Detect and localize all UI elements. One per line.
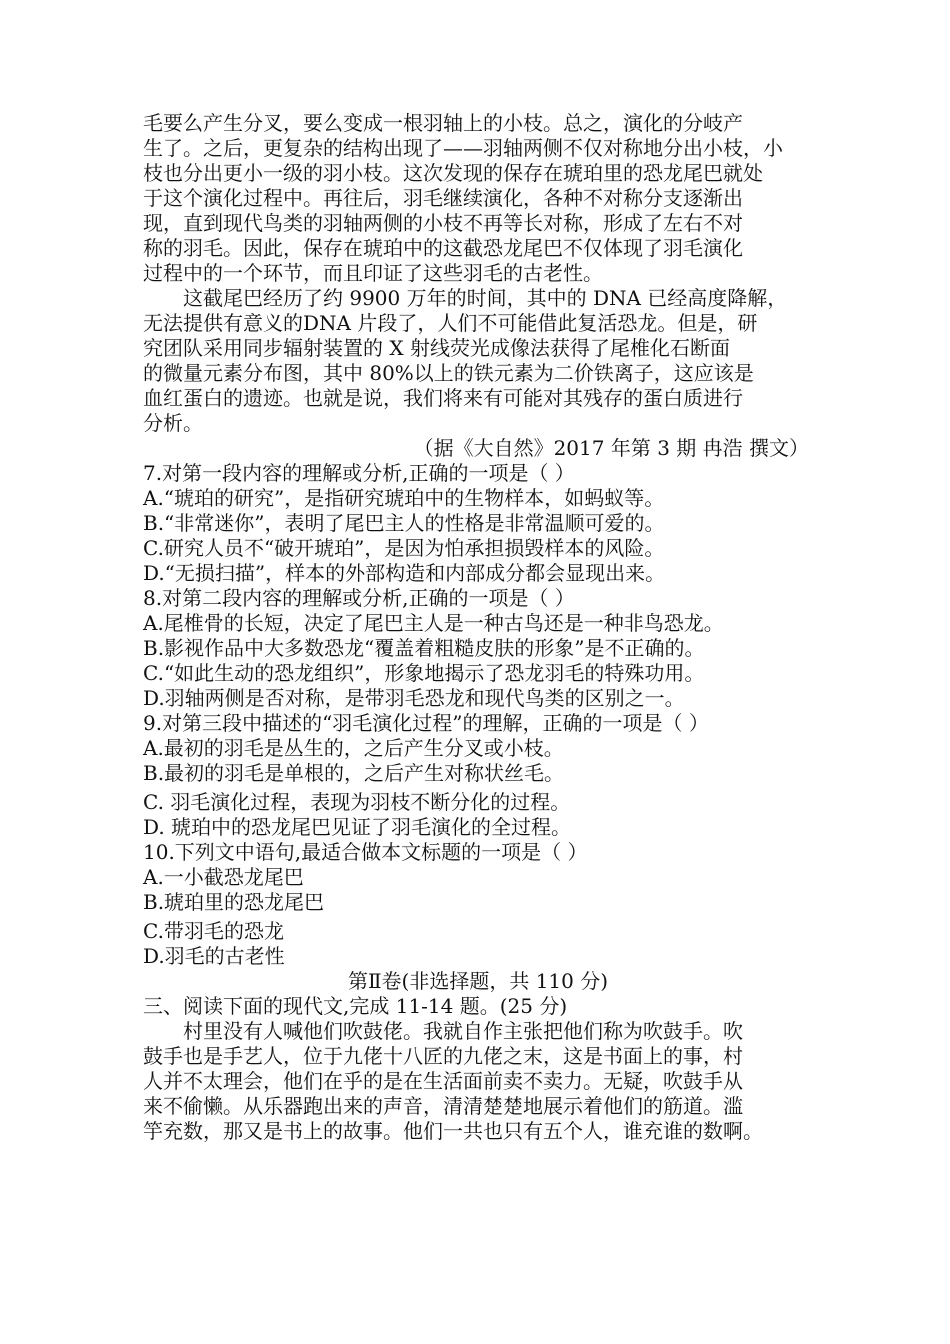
question-10 [143,840,813,969]
text-line: 来不偷懒。从乐器跑出来的声音，清清楚楚地展示着他们的筋道。滥 [143,1094,743,1118]
question-8 [143,586,813,711]
option-d: D.“无损扫描”，样本的外部构造和内部成分都会显现出来。 [143,561,666,585]
text-line: 竽充数，那又是书上的故事。他们一共也只有五个人，谁充谁的数啊。 [143,1119,763,1143]
option-b: B.最初的羽毛是单根的，之后产生对称状丝毛。 [143,761,565,785]
option-a: A.最初的羽毛是丛生的，之后产生分叉或小枝。 [143,736,564,760]
source-citation: （据《大自然》2017 年第 3 期 冉浩 撰文） [413,436,809,460]
text-line: 称的羽毛。因此，保存在琥珀中的这截恐龙尾巴不仅体现了羽毛演化 [143,236,743,260]
option-d: D. 琥珀中的恐龙尾巴见证了羽毛演化的全过程。 [143,815,572,839]
option-a: A.“琥珀的研究”，是指研究琥珀中的生物样本，如蚂蚁等。 [143,486,665,510]
option-a: A.一小截恐龙尾巴 [143,865,304,889]
text-line: 分析。 [143,411,203,435]
option-c: C. 羽毛演化过程，表现为羽枝不断分化的过程。 [143,790,571,814]
option-c: C.带羽毛的恐龙 [143,919,284,943]
option-d: D.羽毛的古老性 [143,944,285,968]
question-stem: 7.对第一段内容的理解或分析,正确的一项是（ ） [143,461,575,485]
text-line: 的微量元素分布图，其中 80%以上的铁元素为二价铁离子，这应该是 [143,361,754,385]
text-line: 究团队采用同步辐射装置的 X 射线荧光成像法获得了尾椎化石断面 [143,336,730,360]
text-line: 鼓手也是手艺人，位于九佬十八匠的九佬之末，这是书面上的事，村 [143,1044,743,1068]
text-line: 人并不太理会，他们在乎的是在生活面前卖不卖力。无疑，吹鼓手从 [143,1069,743,1093]
document-page [143,111,813,1144]
option-b: B.影视作品中大多数恐龙“覆盖着粗糙皮肤的形象”是不正确的。 [143,636,705,660]
text-line: 枝也分出更小一级的羽小枝。这次发现的保存在琥珀里的恐龙尾巴就处 [143,161,763,185]
option-b: B.“非常迷你”，表明了尾巴主人的性格是非常温顺可爱的。 [143,511,665,535]
text-line: 这截尾巴经历了约 9900 万年的时间，其中的 DNA 已经高度降解， [183,286,788,310]
question-9 [143,711,813,840]
option-d: D.羽轴两侧是否对称，是带羽毛恐龙和现代鸟类的区别之一。 [143,686,685,710]
text-line: 无法提供有意义的DNA 片段了，人们不可能借此复活恐龙。但是，研 [143,311,758,335]
text-line: 于这个演化过程中。再往后，羽毛继续演化，各种不对称分支逐渐出 [143,186,743,210]
question-stem: 9.对第三段中描述的“羽毛演化过程”的理解，正确的一项是（ ） [143,711,709,735]
text-line: 血红蛋白的遗迹。也就是说，我们将来有可能对其残存的蛋白质进行 [143,386,743,410]
option-c: C.“如此生动的恐龙组织”，形象地揭示了恐龙羽毛的特殊功用。 [143,661,705,685]
section-title: 第Ⅱ卷(非选择题，共 110 分) [347,969,609,993]
passage-paragraph-1 [143,111,813,286]
passage-paragraph-3 [143,1019,813,1144]
text-line: 生了。之后，更复杂的结构出现了——羽轴两侧不仅对称地分出小枝，小 [143,136,783,160]
text-line: 毛要么产生分叉，要么变成一根羽轴上的小枝。总之，演化的分岐产 [143,111,743,135]
part-heading: 三、阅读下面的现代文,完成 11-14 题。(25 分) [143,994,568,1018]
question-stem: 10.下列文中语句,最适合做本文标题的一项是（ ） [143,840,588,864]
option-b: B.琥珀里的恐龙尾巴 [143,890,325,914]
text-line: 村里没有人喊他们吹鼓佬。我就自作主张把他们称为吹鼓手。吹 [183,1019,743,1043]
question-stem: 8.对第二段内容的理解或分析,正确的一项是（ ） [143,586,575,610]
text-line: 现，直到现代鸟类的羽轴两侧的小枝不再等长对称，形成了左右不对 [143,211,743,235]
question-7 [143,461,813,586]
text-line: 过程中的一个环节，而且印证了这些羽毛的古老性。 [143,261,603,285]
option-c: C.研究人员不“破开琥珀”，是因为怕承担损毁样本的风险。 [143,536,665,560]
option-a: A.尾椎骨的长短，决定了尾巴主人是一种古鸟还是一种非鸟恐龙。 [143,611,724,635]
passage-paragraph-2 [143,286,813,436]
